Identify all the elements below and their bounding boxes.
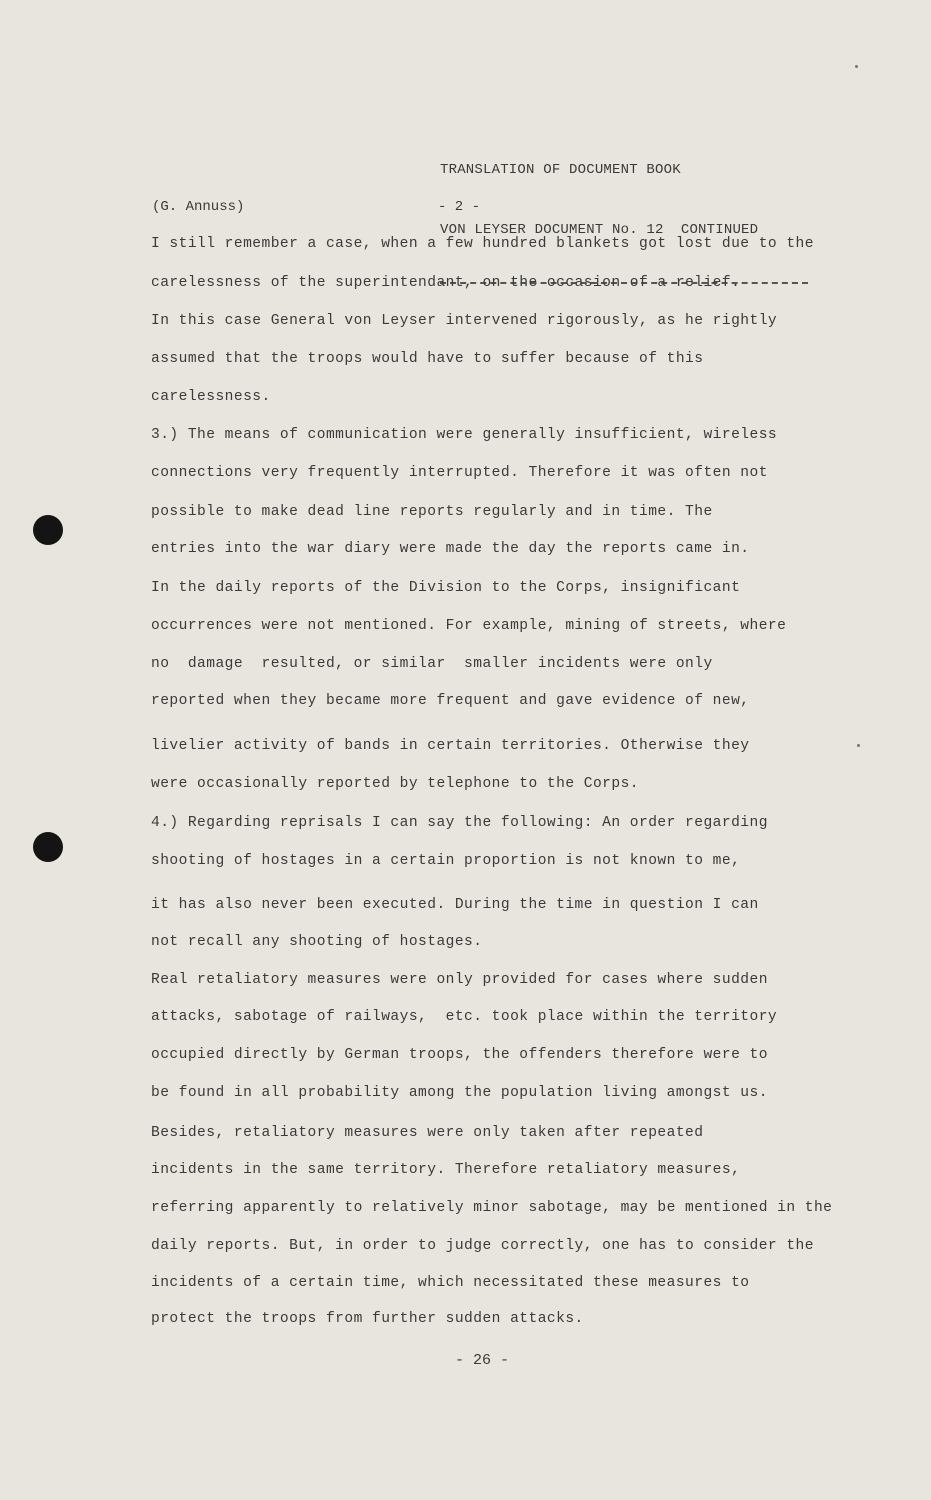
body-line: occupied directly by German troops, the offenders therefore were to — [151, 1047, 768, 1063]
page-sequence-number: - 2 - — [438, 199, 481, 215]
paper-speck — [857, 744, 860, 747]
punch-hole-upper — [33, 515, 63, 545]
body-line: carelessness of the superintendant, on the occasion of a relief. — [151, 275, 741, 291]
body-line: 4.) Regarding reprisals I can say the following: An order regarding — [151, 815, 768, 831]
body-line: were occasionally reported by telephone to the Corps. — [151, 776, 640, 792]
body-line: Besides, retaliatory measures were only taken after repeated — [151, 1125, 704, 1141]
body-line: In the daily reports of the Division to the Corps, insignificant — [151, 580, 741, 596]
body-line: incidents in the same territory. Therefore retaliatory measures, — [151, 1162, 741, 1178]
body-line: livelier activity of bands in certain territories. Otherwise they — [151, 738, 750, 754]
body-line: incidents of a certain time, which necessitated these measures to — [151, 1275, 750, 1291]
body-line: occurrences were not mentioned. For example, mining of streets, where — [151, 618, 787, 634]
body-line: it has also never been executed. During the time in question I can — [151, 897, 759, 913]
body-line: no damage resulted, or similar smaller incidents were only — [151, 656, 713, 672]
body-line: entries into the war diary were made the day the reports came in. — [151, 541, 750, 557]
body-line: I still remember a case, when a few hundred blankets got lost due to the — [151, 236, 814, 252]
body-line: In this case General von Leyser intervened rigorously, as he rightly — [151, 313, 778, 329]
body-line: shooting of hostages in a certain proportion is not known to me, — [151, 853, 741, 869]
header-title: TRANSLATION OF DOCUMENT BOOK — [440, 162, 681, 178]
body-line: possible to make dead line reports regularly and in time. The — [151, 504, 713, 520]
paper-speck — [855, 65, 858, 68]
body-line: assumed that the troops would have to suffer because of this — [151, 351, 704, 367]
body-line: referring apparently to relatively minor sabotage, may be mentioned in the — [151, 1200, 833, 1216]
body-line: be found in all probability among the population living amongst us. — [151, 1085, 768, 1101]
body-line: connections very frequently interrupted. Therefore it was often not — [151, 465, 768, 481]
body-line: carelessness. — [151, 389, 271, 405]
body-line: protect the troops from further sudden attacks. — [151, 1311, 584, 1327]
witness-attribution: (G. Annuss) — [152, 199, 245, 215]
footer-page-number: - 26 - — [455, 1352, 510, 1369]
header-document-ref: VON LEYSER DOCUMENT No. 12 CONTINUED — [440, 222, 759, 238]
body-line: 3.) The means of communication were generally insufficient, wireless — [151, 427, 778, 443]
body-line: not recall any shooting of hostages. — [151, 934, 483, 950]
body-line: daily reports. But, in order to judge correctly, one has to consider the — [151, 1238, 814, 1254]
body-line: attacks, sabotage of railways, etc. took place within the territory — [151, 1009, 778, 1025]
body-line: Real retaliatory measures were only provided for cases where sudden — [151, 972, 768, 988]
punch-hole-lower — [33, 832, 63, 862]
document-header — [440, 120, 808, 324]
body-line: reported when they became more frequent and gave evidence of new, — [151, 693, 750, 709]
